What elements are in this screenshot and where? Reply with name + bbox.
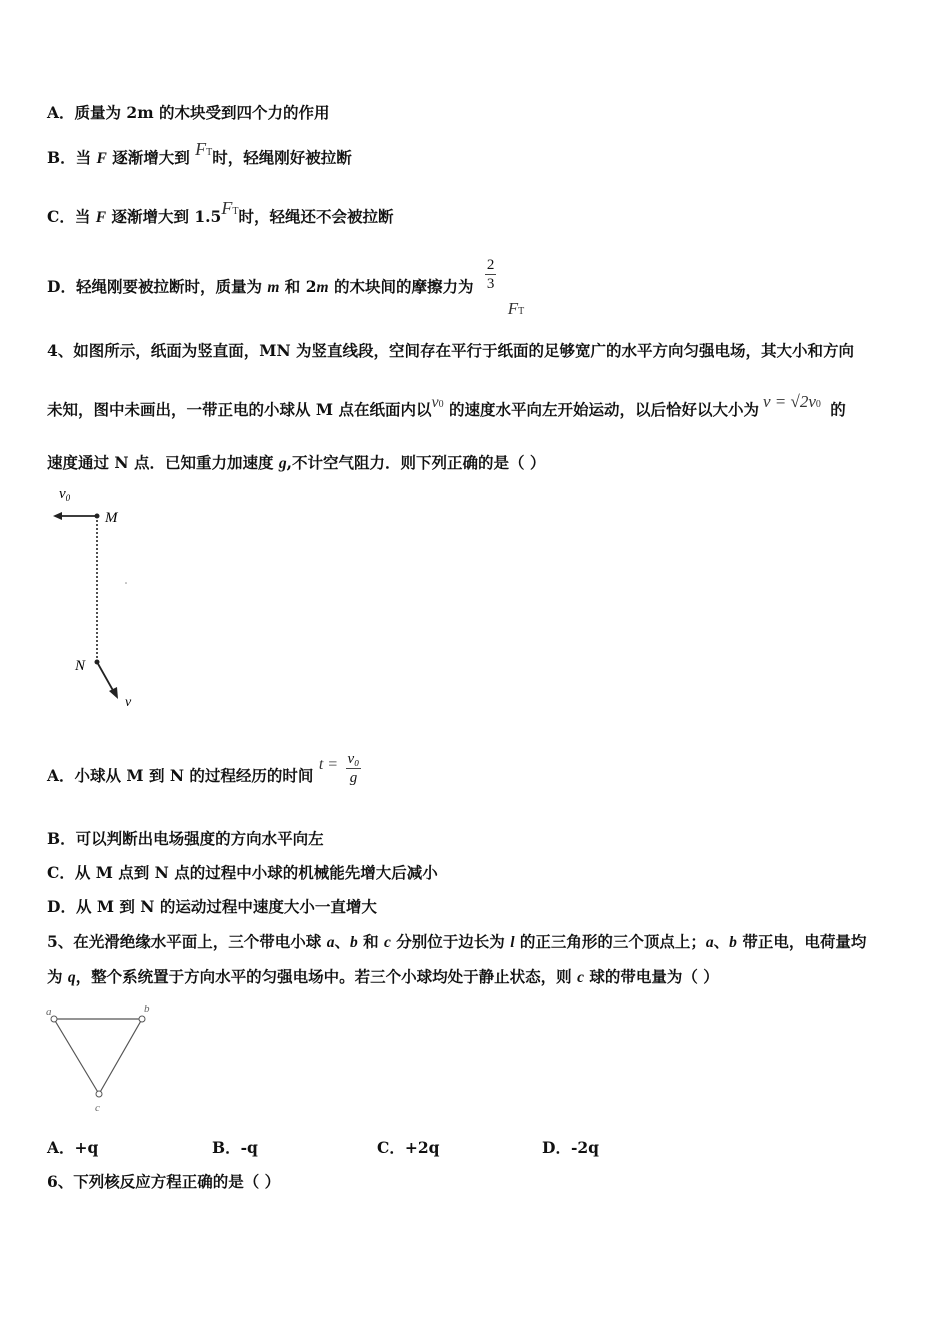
label-m: M	[105, 510, 118, 526]
q5-option-d: D．-2q	[542, 1138, 599, 1157]
q6-stem-line1: 6、下列核反应方程正确的是（ ）	[47, 1172, 281, 1191]
label-n: N	[75, 658, 86, 674]
t-equals: t =	[318, 756, 339, 773]
q4-figure	[45, 480, 155, 720]
velocity-arrow-n	[97, 662, 115, 694]
label-a: a	[46, 1006, 52, 1018]
q4-stem-line1: 4、如图所示，纸面为竖直面，MN 为竖直线段，空间存在平行于纸面的足够宽广的水平方向匀强电场，其大小和方向	[47, 341, 855, 360]
ft-symbol: FT	[195, 139, 213, 159]
ball-b	[139, 1016, 145, 1022]
fraction-two-thirds: $\frac{2}{3}$	[486, 257, 495, 292]
q3-option-c: C．当 F 逐渐增大到 1.5FT时，轻绳还不会被拉断	[47, 198, 394, 226]
q5-option-a: A．+q	[47, 1138, 99, 1157]
fraction-v0-over-g: $\frac{\text{v₀}}{g}$	[347, 751, 360, 786]
q5-option-c: C．+2q	[377, 1138, 440, 1157]
arrowhead	[53, 512, 62, 520]
speck	[125, 582, 127, 584]
q4-option-b: B．可以判断出电场强度的方向水平向左	[47, 829, 324, 848]
q3-option-d: D．轻绳刚要被拉断时，质量为 m 和 2m 的木块间的摩擦力为 $\frac{2}{3}$ FT	[47, 256, 524, 299]
label-v0: $v_0$	[59, 486, 71, 503]
q4-option-a: A．小球从 M 到 N 的过程经历的时间 t = $\frac{\text{v₀}}{g}$	[47, 751, 360, 786]
q4-stem-line2: 未知，图中未画出，一带正电的小球从 M 点在纸面内以v0 的速度水平向左开始运动，以后恰好以大小为 v = √2v0 的	[47, 392, 846, 419]
q4-stem-line3: 速度通过 N 点．已知重力加速度 g,不计空气阻力．则下列正确的是（ ）	[47, 453, 546, 472]
q3-option-a: A．质量为 2m 的木块受到四个力的作用	[47, 103, 330, 122]
q5-figure	[40, 1000, 170, 1120]
ball-a	[51, 1016, 57, 1022]
ft-symbol: FT	[507, 299, 525, 318]
label-v: v	[125, 695, 132, 710]
q4-option-d: D．从 M 到 N 的运动过程中速度大小一直增大	[47, 897, 377, 916]
q5-stem-line2: 为 q，整个系统置于方向水平的匀强电场中。若三个小球均处于静止状态，则 c 球的带电量为（ ）	[47, 967, 719, 986]
label-b: b	[144, 1003, 150, 1015]
q4-option-c: C．从 M 点到 N 点的过程中小球的机械能先增大后减小	[47, 863, 438, 882]
v0-symbol: v0	[431, 394, 444, 411]
v-equation: v = √2v0	[762, 392, 821, 411]
q5-option-b: B．-q	[212, 1138, 258, 1157]
triangle	[54, 1019, 142, 1094]
arrowhead	[109, 687, 118, 699]
q5-stem-line1: 5、在光滑绝缘水平面上，三个带电小球 a、b 和 c 分别位于边长为 l 的正三角形的三个顶点上；a、b 带正电，电荷量均	[47, 932, 867, 951]
label-c: c	[95, 1102, 100, 1114]
q3-option-b: B．当 F 逐渐增大到 FT时，轻绳刚好被拉断	[47, 139, 352, 167]
ball-c	[96, 1091, 102, 1097]
ft-symbol: FT	[221, 198, 239, 218]
